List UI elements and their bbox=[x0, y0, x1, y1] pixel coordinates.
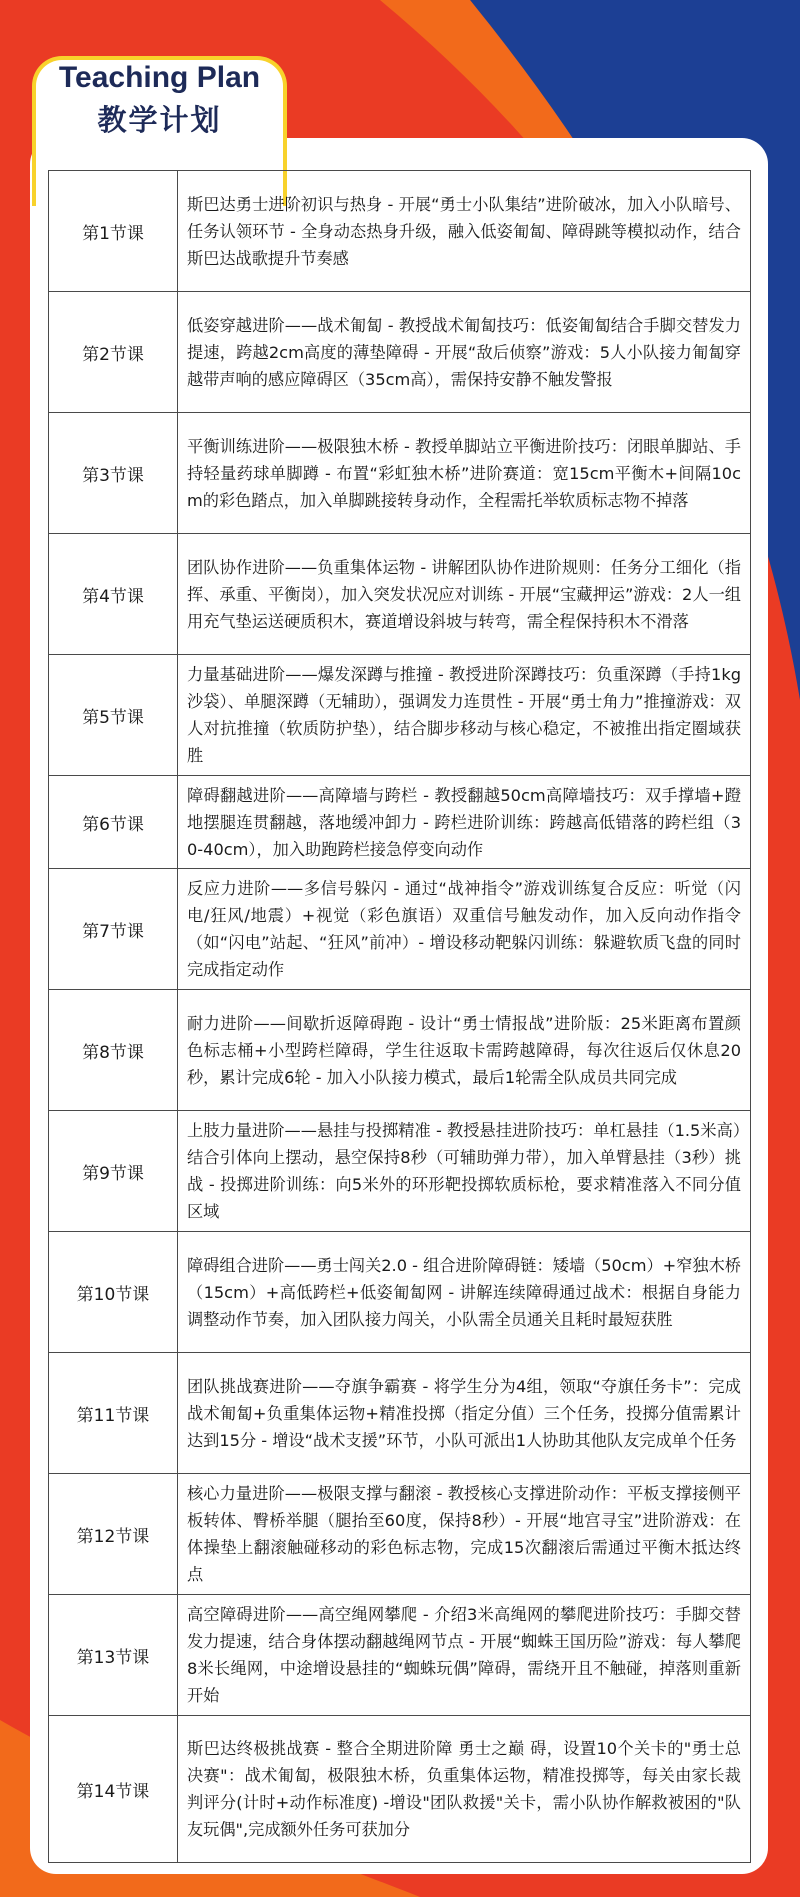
table-row bbox=[49, 655, 751, 776]
lesson-number: 第12节课 bbox=[49, 1474, 178, 1595]
lesson-content: 耐力进阶——间歇折返障碍跑 - 设计“勇士情报战”进阶版：25米距离布置颜色标志桶+小型跨栏障碍，学生往返取卡需跨越障碍，每次往返后仅休息20秒，累计完成6轮 - 加入小队接力模式，最后1轮需全队成员共同完成 bbox=[178, 990, 751, 1111]
lesson-number: 第9节课 bbox=[49, 1111, 178, 1232]
lesson-content: 反应力进阶——多信号躲闪 - 通过“战神指令”游戏训练复合反应：听觉（闪电/狂风/地震）+视觉（彩色旗语）双重信号触发动作，加入反向动作指令（如“闪电”站起、“狂风”前冲）- 增设移动靶躲闪训练：躲避软质飞盘的同时完成指定动作 bbox=[178, 869, 751, 990]
lesson-number: 第4节课 bbox=[49, 534, 178, 655]
lesson-content: 力量基础进阶——爆发深蹲与推撞 - 教授进阶深蹲技巧：负重深蹲（手持1kg沙袋）、单腿深蹲（无辅助），强调发力连贯性 - 开展“勇士角力”推撞游戏：双人对抗推撞（软质防护垫），结合脚步移动与核心稳定，不被推出指定圈域获胜 bbox=[178, 655, 751, 776]
lesson-number: 第8节课 bbox=[49, 990, 178, 1111]
table-row bbox=[49, 1595, 751, 1716]
table-row bbox=[49, 292, 751, 413]
table-row bbox=[49, 990, 751, 1111]
table-row bbox=[49, 171, 751, 292]
table-row bbox=[49, 1716, 751, 1863]
lesson-content: 团队挑战赛进阶——夺旗争霸赛 - 将学生分为4组，领取“夺旗任务卡”：完成战术匍匐+负重集体运物+精准投掷（指定分值）三个任务，投掷分值需累计达到15分 - 增设“战术支援”环节，小队可派出1人协助其他队友完成单个任务 bbox=[178, 1353, 751, 1474]
lesson-number: 第5节课 bbox=[49, 655, 178, 776]
table-row bbox=[49, 534, 751, 655]
lesson-number: 第13节课 bbox=[49, 1595, 178, 1716]
table-row bbox=[49, 1474, 751, 1595]
lesson-number: 第7节课 bbox=[49, 869, 178, 990]
lesson-content: 团队协作进阶——负重集体运物 - 讲解团队协作进阶规则：任务分工细化（指挥、承重、平衡岗），加入突发状况应对训练 - 开展“宝藏押运”游戏：2人一组用充气垫运送硬质积木，赛道增设斜坡与转弯，需全程保持积木不滑落 bbox=[178, 534, 751, 655]
table-row bbox=[49, 1232, 751, 1353]
lesson-number: 第11节课 bbox=[49, 1353, 178, 1474]
table-row bbox=[49, 776, 751, 869]
lesson-content: 障碍组合进阶——勇士闯关2.0 - 组合进阶障碍链：矮墙（50cm）+窄独木桥（15cm）+高低跨栏+低姿匍匐网 - 讲解连续障碍通过战术：根据自身能力调整动作节奏，加入团队接力闯关，小队需全员通关且耗时最短获胜 bbox=[178, 1232, 751, 1353]
lesson-content: 障碍翻越进阶——高障墙与跨栏 - 教授翻越50cm高障墙技巧：双手撑墙+蹬地摆腿连贯翻越，落地缓冲卸力 - 跨栏进阶训练：跨越高低错落的跨栏组（30-40cm），加入助跑跨栏接急停变向动作 bbox=[178, 776, 751, 869]
table-row bbox=[49, 1111, 751, 1232]
lesson-number: 第1节课 bbox=[49, 171, 178, 292]
title-english: Teaching Plan bbox=[58, 61, 261, 94]
table-row bbox=[49, 413, 751, 534]
lesson-content: 平衡训练进阶——极限独木桥 - 教授单脚站立平衡进阶技巧：闭眼单脚站、手持轻量药球单脚蹲 - 布置“彩虹独木桥”进阶赛道：宽15cm平衡木+间隔10cm的彩色踏点，加入单脚跳接转身动作，全程需托举软质标志物不掉落 bbox=[178, 413, 751, 534]
lesson-content: 斯巴达终极挑战赛 - 整合全期进阶障 勇士之巅 碍，设置10个关卡的"勇士总决赛"：战术匍匐，极限独木桥，负重集体运物，精准投掷等，每关由家长裁判评分(计时+动作标准度) -增设"团队救援"关卡，需小队协作解救被困的"队友玩偶",完成额外任务可获加分 bbox=[178, 1716, 751, 1863]
lesson-content: 高空障碍进阶——高空绳网攀爬 - 介绍3米高绳网的攀爬进阶技巧：手脚交替发力提速，结合身体摆动翻越绳网节点 - 开展“蜘蛛王国历险”游戏：每人攀爬8米长绳网，中途增设悬挂的“蜘蛛玩偶”障碍，需绕开且不触碰，掉落则重新开始 bbox=[178, 1595, 751, 1716]
lesson-content: 上肢力量进阶——悬挂与投掷精准 - 教授悬挂进阶技巧：单杠悬挂（1.5米高）结合引体向上摆动，悬空保持8秒（可辅助弹力带），加入单臂悬挂（3秒）挑战 - 投掷进阶训练：向5米外的环形靶投掷软质标枪，要求精准落入不同分值区域 bbox=[178, 1111, 751, 1232]
lesson-content: 低姿穿越进阶——战术匍匐 - 教授战术匍匐技巧：低姿匍匐结合手脚交替发力提速，跨越2cm高度的薄垫障碍 - 开展“敌后侦察”游戏：5人小队接力匍匐穿越带声响的感应障碍区（35cm高），需保持安静不触发警报 bbox=[178, 292, 751, 413]
lesson-number: 第2节课 bbox=[49, 292, 178, 413]
lesson-number: 第10节课 bbox=[49, 1232, 178, 1353]
lesson-number: 第3节课 bbox=[49, 413, 178, 534]
table-row bbox=[49, 1353, 751, 1474]
lesson-number: 第14节课 bbox=[49, 1716, 178, 1863]
title-chinese: 教学计划 bbox=[97, 103, 222, 137]
lesson-content: 核心力量进阶——极限支撑与翻滚 - 教授核心支撑进阶动作：平板支撑接侧平板转体、臀桥举腿（腿抬至60度，保持8秒）- 开展“地宫寻宝”进阶游戏：在体操垫上翻滚触碰移动的彩色标志物，完成15次翻滚后需通过平衡木抵达终点 bbox=[178, 1474, 751, 1595]
table-row bbox=[49, 869, 751, 990]
teaching-plan-table bbox=[48, 170, 751, 1863]
lesson-number: 第6节课 bbox=[49, 776, 178, 869]
lesson-content: 斯巴达勇士进阶初识与热身 - 开展“勇士小队集结”进阶破冰，加入小队暗号、任务认领环节 - 全身动态热身升级，融入低姿匍匐、障碍跳等模拟动作，结合斯巴达战歌提升节奏感 bbox=[178, 171, 751, 292]
